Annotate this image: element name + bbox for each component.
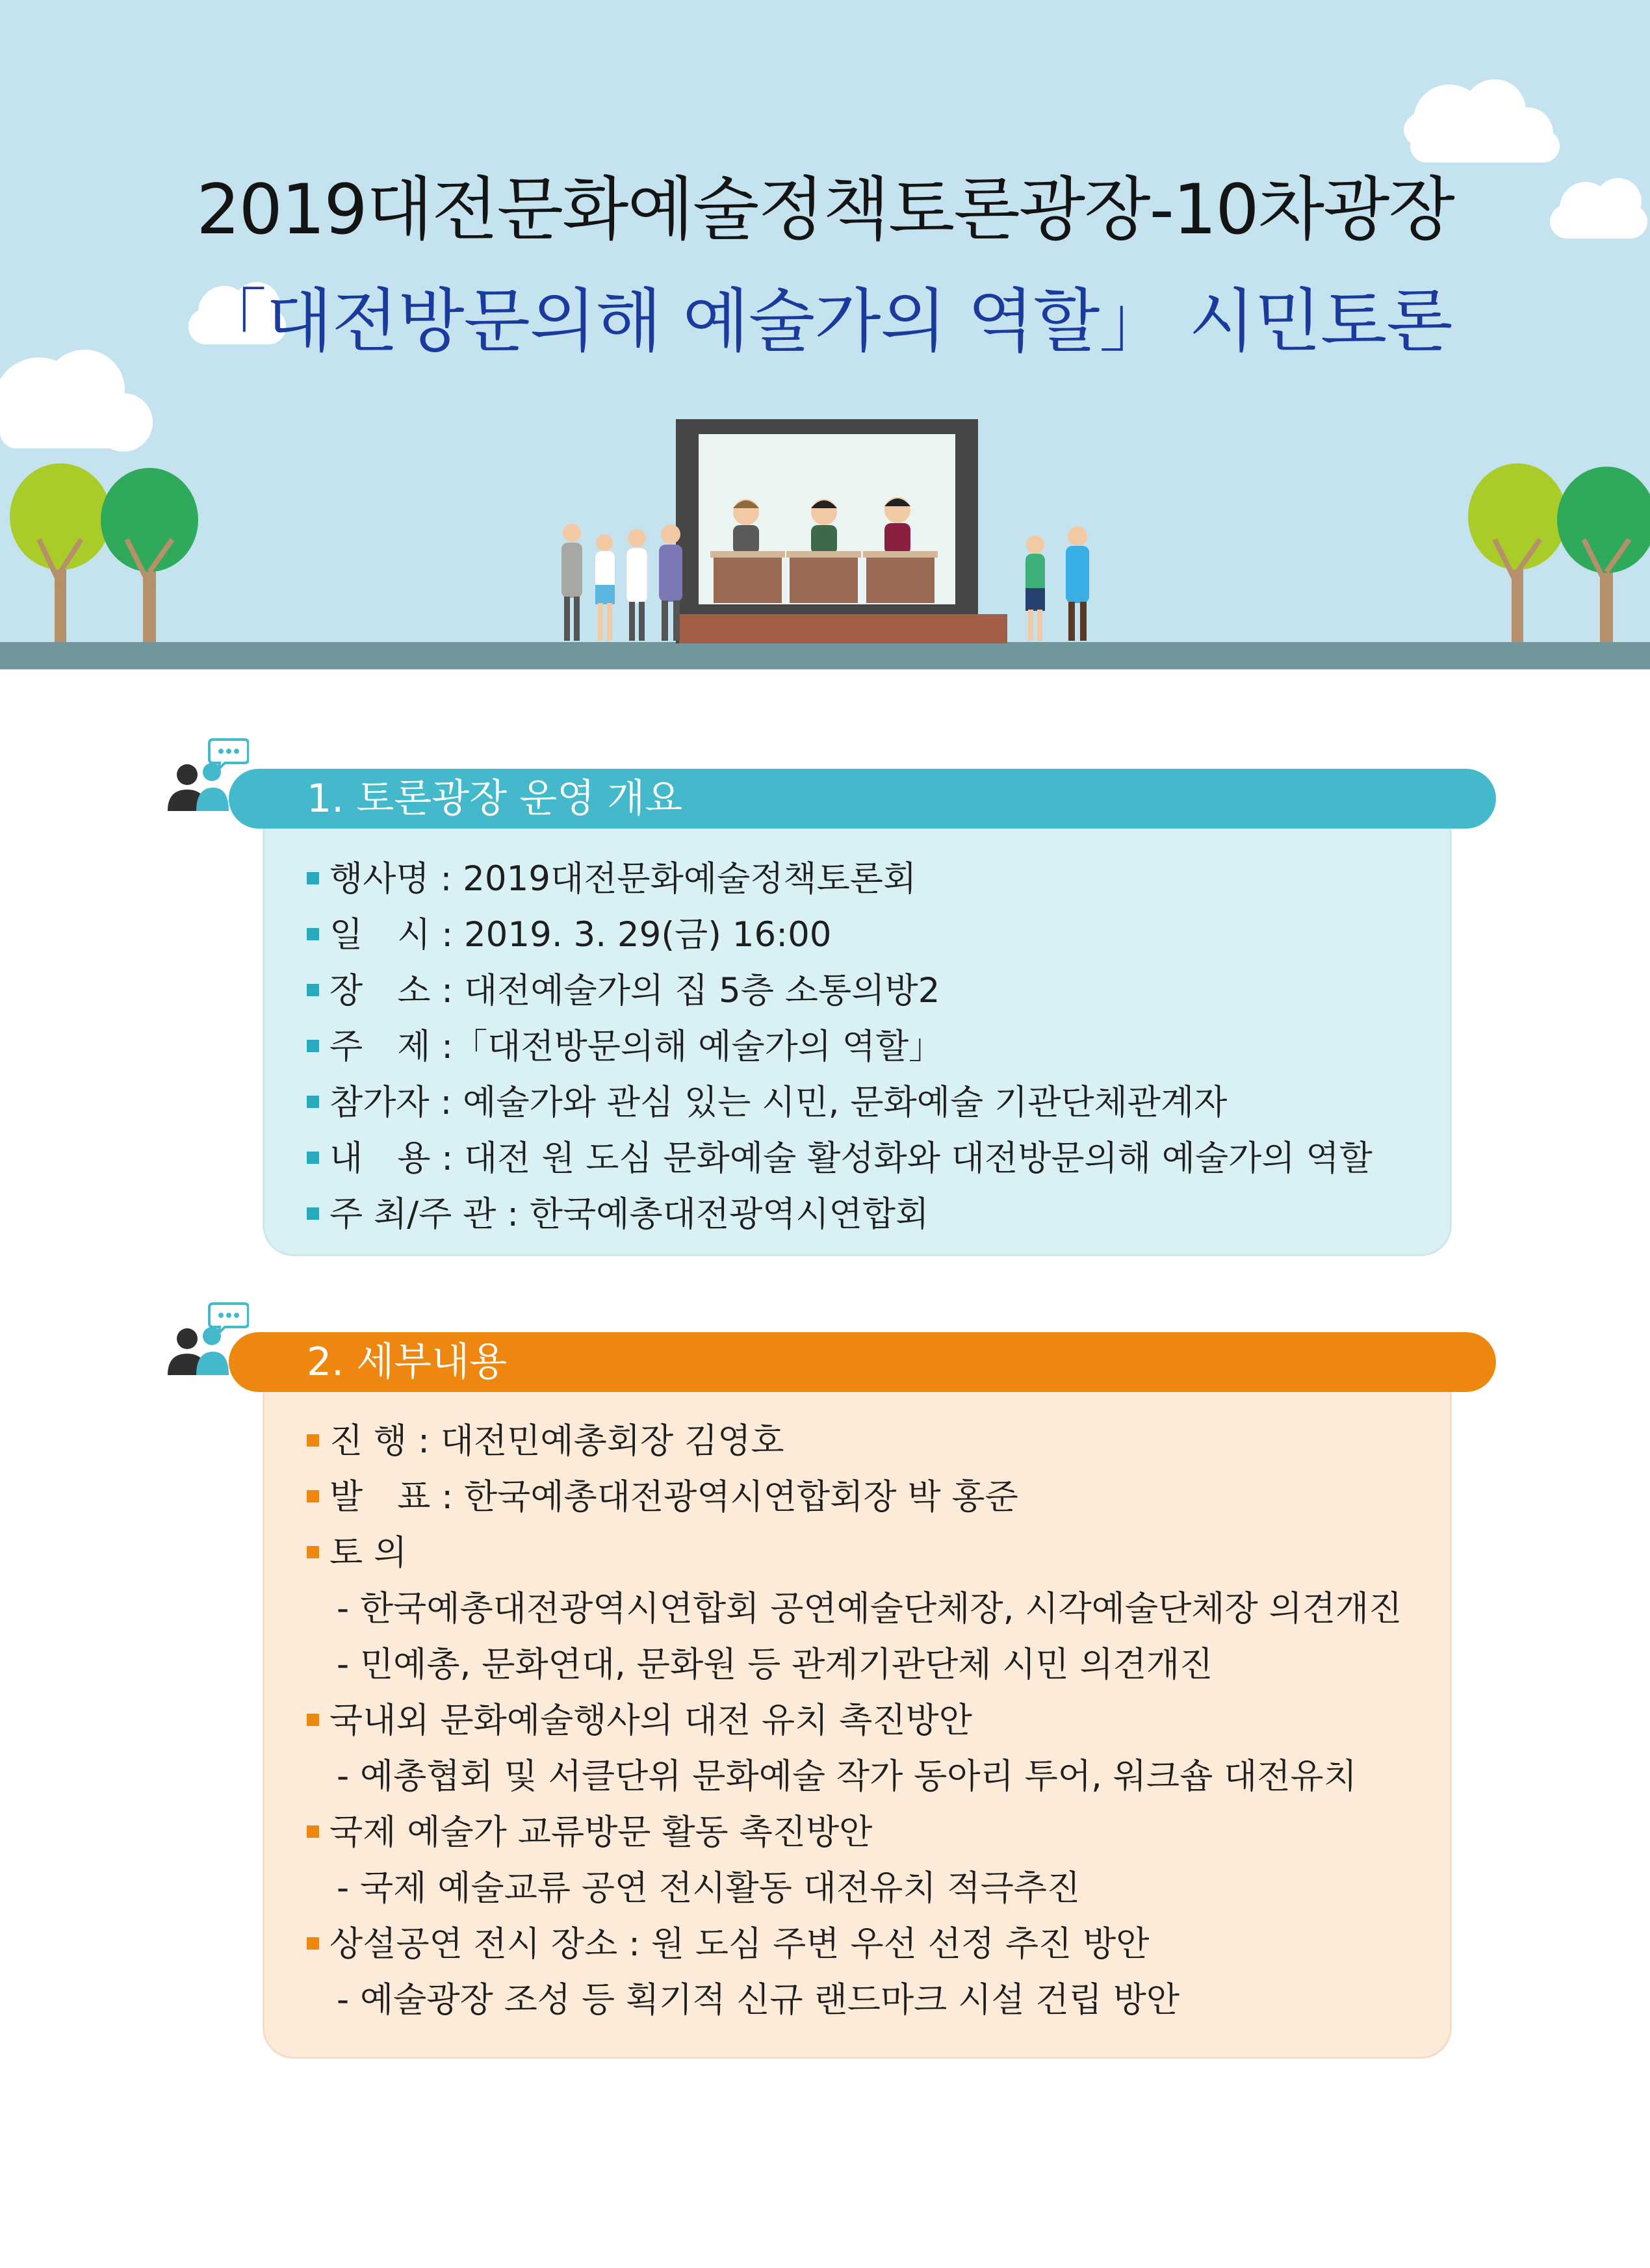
square-bullet-icon — [307, 1434, 319, 1447]
square-bullet-icon — [307, 1490, 319, 1502]
list-item: 상설공연 전시 장소 : 원 도심 주변 우선 선정 추진 방안 — [307, 1916, 1150, 1966]
audience-icon — [1066, 526, 1089, 641]
sub-list-item: - 국제 예술교류 공연 전시활동 대전유치 적극추진 — [337, 1868, 1081, 1908]
list-item: 일 시 : 2019. 3. 29(금) 16:00 — [307, 907, 832, 957]
audience-icon — [1025, 535, 1045, 641]
audience-icon — [626, 529, 647, 641]
page-title: 2019대전문화예술정책토론광장-10차광장 — [196, 170, 1454, 250]
list-item: 행사명 : 2019대전문화예술정책토론회 — [307, 851, 916, 901]
list-item: 토 의 — [307, 1525, 407, 1575]
square-bullet-icon — [307, 984, 319, 996]
list-item: 발 표 : 한국예총대전광역시연합회장 박 홍준 — [307, 1469, 1018, 1519]
square-bullet-icon — [307, 1040, 319, 1052]
square-bullet-icon — [307, 872, 319, 884]
podium-icon — [714, 552, 935, 603]
panelist-icon — [884, 497, 910, 554]
square-bullet-icon — [307, 1152, 319, 1164]
sub-list-item: - 한국예총대전광역시연합회 공연예술단체장, 시각예술단체장 의견개진 — [337, 1589, 1402, 1629]
hero-banner — [0, 0, 1650, 669]
tree-icon — [101, 468, 198, 643]
list-item: 국내외 문화예술행사의 대전 유치 촉진방안 — [307, 1693, 972, 1742]
list-item: 주 최/주 관 : 한국예총대전광역시연합회 — [307, 1187, 929, 1236]
section-heading-overview: 1. 토론광장 운영 개요 — [229, 769, 1496, 829]
list-item: 주 제 :「대전방문의해 예술가의 역할」 — [307, 1019, 943, 1068]
square-bullet-icon — [307, 1546, 319, 1558]
tree-icon — [10, 463, 111, 643]
audience-icon — [595, 534, 615, 641]
panelist-icon — [811, 499, 837, 554]
sub-list-item: - 예총협회 및 서클단위 문화예술 작가 동아리 투어, 워크숍 대전유치 — [337, 1757, 1357, 1796]
square-bullet-icon — [307, 1207, 319, 1220]
list-item: 진 행 : 대전민예총회장 김영호 — [307, 1413, 784, 1463]
sub-list-item: - 예술광장 조성 등 획기적 신규 랜드마크 시설 건립 방안 — [337, 1980, 1180, 2020]
square-bullet-icon — [307, 1937, 319, 1950]
tree-icon — [1468, 463, 1567, 643]
page-subtitle: 「대전방문의해 예술가의 역할」 시민토론 — [198, 281, 1452, 361]
audience-icon — [561, 524, 582, 641]
cloud-icon — [1404, 79, 1560, 162]
panelist-icon — [733, 499, 759, 554]
square-bullet-icon — [307, 1825, 319, 1838]
square-bullet-icon — [307, 1096, 319, 1108]
tree-icon — [1557, 467, 1650, 643]
sub-list-item: - 민예총, 문화연대, 문화원 등 관계기관단체 시민 의견개진 — [337, 1645, 1213, 1684]
square-bullet-icon — [307, 928, 319, 940]
list-item: 내 용 : 대전 원 도심 문화예술 활성화와 대전방문의해 예술가의 역할 — [307, 1131, 1373, 1180]
square-bullet-icon — [307, 1714, 319, 1726]
list-item: 국제 예술가 교류방문 활동 촉진방안 — [307, 1805, 872, 1854]
list-item: 참가자 : 예술가와 관심 있는 시민, 문화예술 기관단체관계자 — [307, 1075, 1227, 1124]
section-heading-details: 2. 세부내용 — [229, 1332, 1496, 1392]
list-item: 장 소 : 대전예술가의 집 5층 소통의방2 — [307, 963, 940, 1012]
